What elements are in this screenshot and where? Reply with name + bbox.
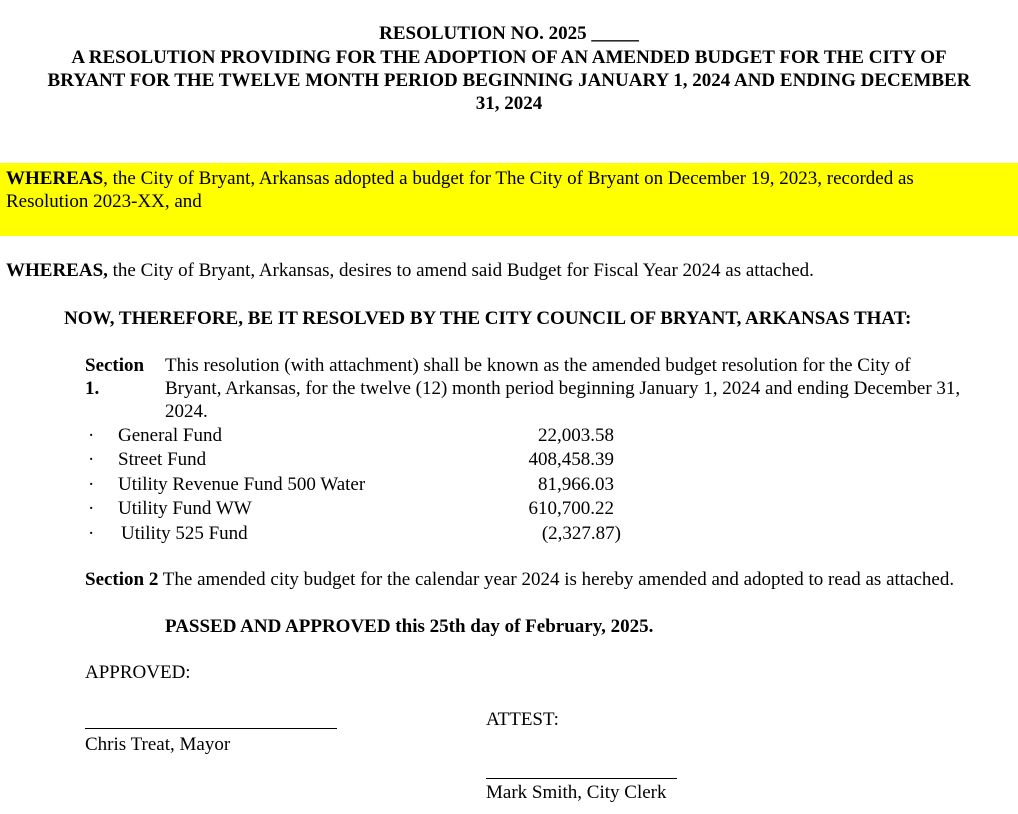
section-1-label-a: Section (85, 355, 145, 376)
whereas-2-lead: WHEREAS, (6, 260, 108, 281)
fund-amount: 22,003.58 (538, 425, 614, 446)
fund-amount: 408,458.39 (528, 449, 614, 470)
mayor-signature-line (85, 728, 337, 729)
fund-name: General Fund (118, 425, 222, 446)
whereas-1-line-2: Resolution 2023-XX, and (6, 191, 202, 212)
fund-amount: (2,327.87) (541, 523, 621, 544)
clerk-signature: Mark Smith, City Clerk (486, 782, 667, 803)
resolution-number: RESOLUTION NO. 2025 _____ (379, 23, 639, 44)
mayor-signature: Chris Treat, Mayor (85, 734, 231, 755)
fund-name: Utility Fund WW (118, 498, 252, 519)
bullet: · (88, 449, 95, 470)
section-2-text: The amended city budget for the calendar year 2024 is hereby amended and adopted to read as attached. (162, 569, 955, 590)
passed-approved: PASSED AND APPROVED this 25th day of February, 2025. (165, 616, 654, 637)
title-line-1: A RESOLUTION PROVIDING FOR THE ADOPTION OF AN AMENDED BUDGET FOR THE CITY OF (71, 47, 947, 68)
fund-name: Utility Revenue Fund 500 Water (118, 474, 366, 495)
bullet: · (88, 425, 95, 446)
fund-name: Utility 525 Fund (121, 523, 248, 544)
section-1-label-b: 1. (85, 378, 100, 399)
resolved-heading: NOW, THEREFORE, BE IT RESOLVED BY THE CITY COUNCIL OF BRYANT, ARKANSAS THAT: (64, 308, 912, 329)
title-line-3: 31, 2024 (475, 93, 543, 114)
whereas-2-text: the City of Bryant, Arkansas, desires to amend said Budget for Fiscal Year 2024 as attached. (107, 260, 814, 281)
bullet: · (88, 498, 95, 519)
bullet: · (88, 523, 95, 544)
approved-label: APPROVED: (85, 662, 191, 683)
fund-name: Street Fund (118, 449, 207, 470)
title-line-2: BRYANT FOR THE TWELVE MONTH PERIOD BEGINNING JANUARY 1, 2024 AND ENDING DECEMBER (47, 70, 971, 91)
whereas-2 (6, 259, 814, 282)
bullet: · (88, 474, 95, 495)
whereas-1-line-1 (6, 167, 914, 190)
fund-amount: 610,700.22 (528, 498, 614, 519)
fund-amount: 81,966.03 (538, 474, 614, 495)
section-2-label: Section 2 (85, 569, 159, 590)
section-2 (85, 568, 954, 591)
clerk-signature-line (486, 778, 677, 779)
whereas-1-lead: WHEREAS (6, 168, 104, 189)
section-1-line-3: 2024. (165, 401, 208, 422)
whereas-1-text: , the City of Bryant, Arkansas adopted a budget for The City of Bryant on December 19, 2023, recorded as (103, 168, 914, 189)
attest-label: ATTEST: (486, 709, 559, 730)
section-1-line-2: Bryant, Arkansas, for the twelve (12) month period beginning January 1, 2024 and ending December 31, (165, 378, 961, 399)
section-1-line-1: This resolution (with attachment) shall be known as the amended budget resolution for the City of (165, 355, 911, 376)
